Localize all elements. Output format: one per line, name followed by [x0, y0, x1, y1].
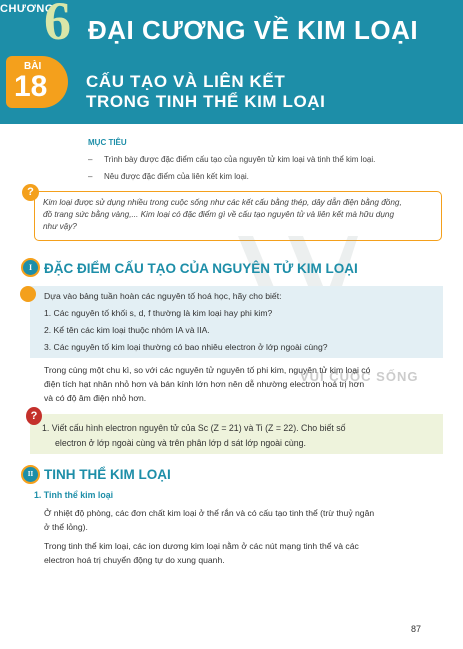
practice-line: electron ở lớp ngoài cùng và trên phân lớp d sát lớp ngoài cùng. [55, 438, 306, 448]
page-number: 87 [411, 624, 422, 634]
watermark-text: VUI CUỘC SỐNG [300, 369, 419, 384]
body-paragraph-line: và có độ âm điện nhỏ hơn. [44, 393, 147, 403]
activity-line: 1. Các nguyên tố khối s, d, f thường là kim loại hay phi kim? [44, 308, 273, 318]
practice-box [30, 414, 443, 454]
objectives-heading: MỤC TIÊU [88, 138, 127, 147]
body-paragraph-line: Trong tinh thể kim loại, các ion dương kim loại nằm ở các nút mạng tinh thể và các [44, 541, 359, 551]
chapter-title: ĐẠI CƯƠNG VỀ KIM LOẠI [88, 15, 419, 45]
subsection-heading: 1. Tinh thể kim loại [34, 490, 114, 500]
objective-item: – Trình bày được đặc điểm cấu tạo của nguyên tử kim loại và tinh thể kim loại. [88, 155, 376, 164]
chapter-word: CHƯƠNG [0, 3, 54, 15]
body-paragraph-line: Ở nhiệt độ phòng, các đơn chất kim loại ở thể rắn và có cấu tạo tinh thể (trừ thuỷ ngân [44, 508, 375, 518]
lesson-title [86, 72, 326, 112]
activity-icon [20, 286, 36, 302]
lesson-word: BÀI [24, 61, 42, 72]
lesson-title-line1: CẤU TẠO VÀ LIÊN KẾT [86, 72, 286, 91]
activity-line: 2. Kể tên các kim loại thuộc nhóm IA và IIA. [44, 325, 210, 335]
objective-item: – Nêu được đặc điểm của liên kết kim loại. [88, 172, 249, 181]
section-one-title: ĐẶC ĐIỂM CẤU TẠO CỦA NGUYÊN TỬ KIM LOẠI [44, 261, 358, 276]
question-mark-icon: ? [26, 407, 42, 425]
body-paragraph-line: Trong cùng một chu kì, so với các nguyên tử nguyên tố phi kim, nguyên tử kim loại có [44, 365, 371, 375]
section-two-icon: II [21, 465, 40, 484]
activity-line: 3. Các nguyên tố kim loại thường có bao nhiêu electron ở lớp ngoài cùng? [44, 342, 328, 352]
question-mark-icon: ? [22, 184, 39, 201]
lesson-number: 18 [14, 70, 48, 103]
practice-line: 1. Viết cấu hình electron nguyên tử của Sc (Z = 21) và Ti (Z = 22). Cho biết số [42, 423, 346, 433]
body-paragraph-line: ở thể lỏng). [44, 522, 88, 532]
chapter-number: 6 [44, 0, 71, 51]
question-line: đồ trang sức bằng vàng,... Kim loại có đặc điểm gì về cấu tạo nguyên tử và liên kết mà hữu dụng [43, 210, 395, 219]
section-two-title: TINH THỂ KIM LOẠI [44, 467, 171, 482]
objective-text: Nêu được đặc điểm của liên kết kim loại. [104, 172, 249, 181]
activity-line: Dựa vào bảng tuần hoàn các nguyên tố hoá học, hãy cho biết: [44, 291, 282, 301]
question-line: như vậy? [43, 222, 77, 231]
section-one-icon: I [21, 258, 40, 277]
question-line: Kim loại được sử dụng nhiều trong cuộc sống như các kết cấu bằng thép, dây dẫn điện bằng đồng, [43, 198, 402, 207]
body-paragraph-line: electron hoá trị chuyển động tự do xung quanh. [44, 555, 225, 565]
lesson-title-line2: TRONG TINH THỂ KIM LOẠI [86, 92, 326, 111]
body-paragraph-line: điện tích hạt nhân nhỏ hơn và bán kính lớn hơn nên dễ nhường electron hoá trị hơn [44, 379, 365, 389]
objective-text: Trình bày được đặc điểm cấu tạo của nguyên tử kim loại và tinh thể kim loại. [104, 155, 376, 164]
